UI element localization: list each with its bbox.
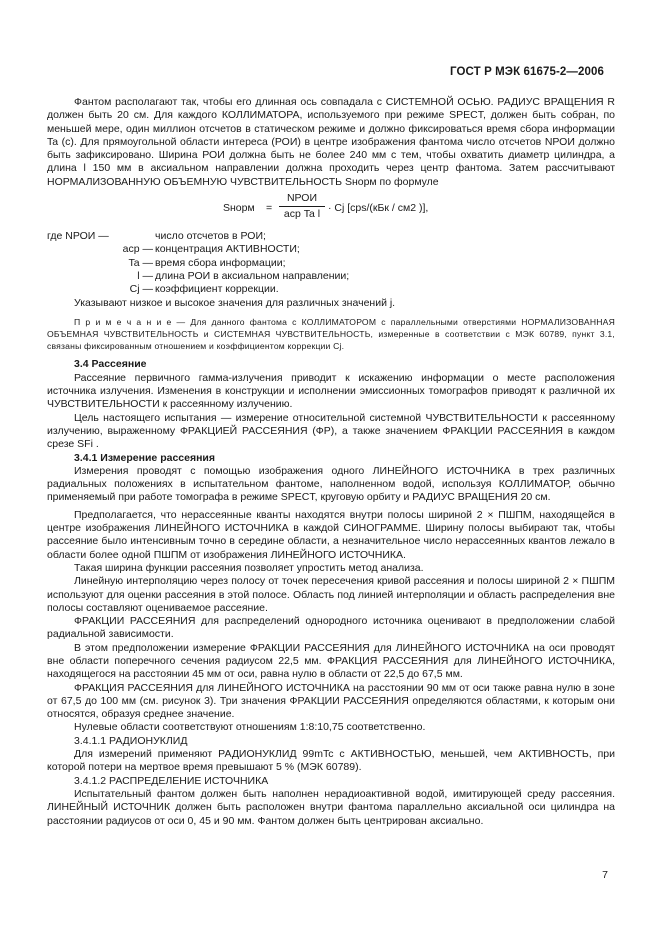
paragraph-3-4-1-d: Линейную интерполяцию через полосу от точек пересечения кривой рассеяния и полосы шириной 2 × ПШПМ используют для оценки рассеяния в этой полосе. Область под линией интерполяции и область распределения вне полосы составляют оцениваемое рассеяние. [47, 575, 615, 614]
definition-symbol: l — [137, 269, 153, 282]
section-title-3-4: 3.4 Рассеяние [74, 358, 147, 371]
paragraph-3-4-1-2: Испытательный фантом должен быть наполнен нерадиоактивной водой, имитирующей среду рассеяния. ЛИНЕЙНЫЙ ИСТОЧНИК должен быть расположен внутри фантома параллельно аксиальной оси цилиндра на расстоянии радиусов от оси 0, 45 и 90 мм. Фантом должен быть центрирован аксиально. [47, 787, 615, 827]
paragraph-values: Указывают низкое и высокое значения для различных значений j. [74, 296, 396, 309]
definition-text: концентрация АКТИВНОСТИ; [155, 243, 300, 256]
definition-text: время сбора информации; [155, 256, 286, 269]
section-title-3-4-1-1: 3.4.1.1 РАДИОНУКЛИД [74, 734, 188, 747]
definition-text: число отсчетов в РОИ; [155, 230, 266, 243]
formula-fraction [279, 192, 325, 222]
paragraph-3-4-1-c: Такая ширина функции рассеяния позволяет упростить метод анализа. [74, 561, 424, 574]
note: П р и м е ч а н и е — Для данного фантома с КОЛЛИМАТОРОМ с параллельными отверстиями НОРМАЛИЗОВАННАЯ ОБЪЕМНАЯ ЧУВСТВИТЕЛЬНОСТЬ и СИСТЕМНАЯ ЧУВСТВИТЕЛЬНОСТЬ, измеренные в соответствии с МЭК 60789, пункт 3.1, связаны фиксированным отношением и коэффициентом коррекции Cj. [47, 316, 615, 352]
section-title-3-4-1: 3.4.1 Измерение рассеяния [74, 451, 216, 464]
page-number: 7 [602, 869, 608, 881]
definition-row [47, 283, 615, 296]
definition-row [47, 270, 615, 283]
definition-symbol: Cj — [129, 283, 153, 296]
formula-lhs: Sнорм [223, 202, 255, 215]
definition-symbol: aср — [122, 243, 153, 256]
body-text [47, 96, 615, 828]
paragraph-3-4-1-h: Нулевые области соответствуют отношениям 1:8:10,75 соответственно. [74, 721, 426, 734]
formula-denominator: aср Ta l [283, 208, 321, 221]
paragraph-3-4-1-g: ФРАКЦИЯ РАССЕЯНИЯ для ЛИНЕЙНОГО ИСТОЧНИКА на расстоянии 90 мм от оси также равна нулю в зоне от 67,5 до 100 мм (см. рисунок 3). Три значения ФРАКЦИИ РАССЕЯНИЯ определяются областями, к которым они относятся, образуя среднее значение. [47, 681, 615, 721]
paragraph-phantom: Фантом располагают так, чтобы его длинная ось совпадала с СИСТЕМНОЙ ОСЬЮ. РАДИУС ВРАЩЕНИЯ R должен быть 20 см. Для каждого КОЛЛИМАТОРА, используемого при режиме SPECT, должен быть собран, по меньшей мере, один миллион отсчетов в статическом режиме и должно фиксироваться время сбора информации Ta (с). Для прямоугольной области интереса (РОИ) в центре изображения фантома число отсчетов NРОИ должно быть зафиксировано. Ширина РОИ должна быть не более 240 мм с тем, чтобы охватить диаметр цилиндра, а длина l 150 мм в аксиальном направлении должна проходить через центр фантома. Затем рассчитывают НОРМАЛИЗОВАННУЮ ОБЪЕМНУЮ ЧУВСТВИТЕЛЬНОСТЬ Sнорм по формуле [47, 96, 615, 188]
definition-row [47, 257, 615, 270]
paragraph-3-4-1-f: В этом предположении измерение ФРАКЦИИ РАССЕЯНИЯ для ЛИНЕЙНОГО ИСТОЧНИКА на оси проводят вне области поперечного сечения радиусом 22,5 мм. ФРАКЦИЯ РАССЕЯНИЯ для ЛИНЕЙНОГО ИСТОЧНИКА, находящегося на расстоянии 45 мм от оси, равна нулю в области от 22,5 до 67,5 мм. [47, 641, 615, 681]
paragraph-3-4-2: Цель настоящего испытания — измерение относительной системной ЧУВСТВИТЕЛЬНОСТИ к рассеянному излучению, выраженному ФРАКЦИЕЙ РАССЕЯНИЯ (ФР), а также значением ФРАКЦИИ РАССЕЯНИЯ в каждом срезе SFi . [47, 411, 615, 451]
document-header: ГОСТ Р МЭК 61675-2—2006 [450, 66, 604, 78]
definition-row [47, 243, 615, 256]
formula-rhs: · Cj [cps/(кБк / см2 )], [328, 202, 429, 215]
paragraph-3-4-1-a: Измерения проводят с помощью изображения одного ЛИНЕЙНОГО ИСТОЧНИКА в трех различных радиальных положениях в испытательном фантоме, наполненном водой, используя КОЛЛИМАТОР, обычно применяемый при работе томографа в режиме SPECT, круговую орбиту и РАДИУС ВРАЩЕНИЯ 20 см. [47, 464, 615, 504]
definition-text: коэффициент коррекции. [155, 283, 279, 296]
definition-text: длина РОИ в аксиальном направлении; [155, 269, 350, 282]
definition-row [47, 230, 615, 243]
section-title-3-4-1-2: 3.4.1.2 РАСПРЕДЕЛЕНИЕ ИСТОЧНИКА [74, 774, 269, 787]
paragraph-3-4-1-1: Для измерений применяют РАДИОНУКЛИД 99mTc с АКТИВНОСТЬЮ, меньшей, чем АКТИВНОСТЬ, при которой потери на мертвое время превышают 5 % (МЭК 60789). [47, 748, 615, 774]
formula-numerator: NРОИ [279, 192, 325, 207]
formula-sensitivity [47, 192, 615, 228]
formula-equals: = [266, 202, 273, 215]
paragraph-3-4-1-b: Предполагается, что нерассеянные кванты находятся внутри полосы шириной 2 × ПШПМ, находящейся в центре изображения ЛИНЕЙНОГО ИСТОЧНИКА в каждой СИНОГРАММЕ. Ширину полосы выбирают так, чтобы рассеяние было интенсивным точно в середине области, а незначительное число нерассеянных квантов лежало в области более одной ПШПМ от изображения ЛИНЕЙНОГО ИСТОЧНИКА. [47, 508, 615, 561]
definition-symbol: Ta — [128, 256, 153, 269]
paragraph-3-4-1: Рассеяние первичного гамма-излучения приводит к искажению информации о месте расположения источника излучения. Изменения в конструкции и исполнении эмиссионных томографов приводят к различной их ЧУВСТВИТЕЛЬНОСТИ к рассеянному излучению. [47, 371, 615, 411]
paragraph-3-4-1-e: ФРАКЦИИ РАССЕЯНИЯ для распределений однородного источника оценивают в предположении слабой радиальной зависимости. [47, 615, 615, 641]
definition-symbol: где NРОИ — [47, 230, 109, 243]
definitions-list [47, 230, 615, 296]
